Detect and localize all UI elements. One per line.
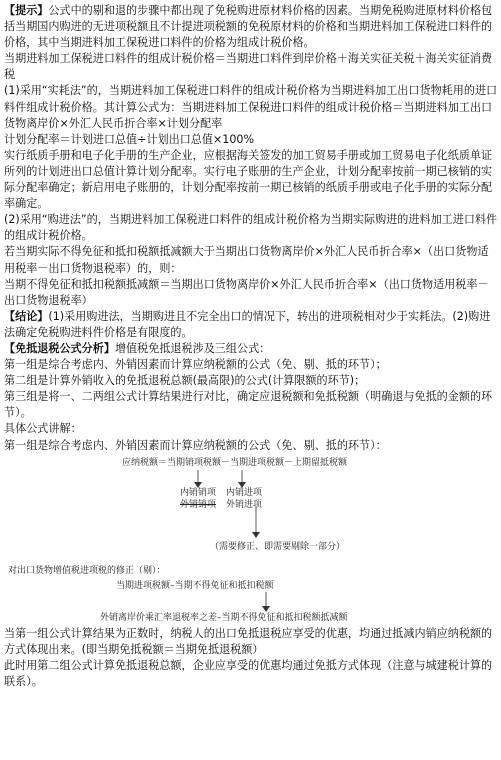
diagram1-export-output: 外销销项 <box>180 499 217 510</box>
detail-line: 具体公式讲解： <box>4 422 82 436</box>
analysis-paragraph <box>4 341 498 357</box>
conclusion-paragraph <box>4 309 498 341</box>
analysis-text: 增值税免抵退税涉及三组公式： <box>114 341 271 355</box>
main-formula: 当期进料加工保税进口料件的组成计税价格＝当期进口料件到岸价格＋海关实征关税＋海关实征消费税 <box>4 52 493 82</box>
tip-label: 【提示】 <box>4 4 49 17</box>
diagram2-top-formula: 当期进项税额–当期不得免征和抵扣税额 <box>116 580 274 591</box>
group1-again-line: 第一组是综合考虑内、外销因素而计算应纳税额的公式（免、剔、抵的环节）： <box>4 438 387 452</box>
diagram1-top-formula: 应纳税额＝当期销项税额－当期进项税额－上期留抵税额 <box>122 457 348 468</box>
group2-line: 第二组是计算外销收入的免抵退税总额(最高限)的公式(计算限额的环节)； <box>4 374 366 388</box>
method1-note: 实行纸质手册和电子化手册的生产企业，应根据海关签发的加工贸易手册或加工贸易电子化纸质单证所列的计划进出口总值计算计划分配率。实行电子账册的生产企业，计划分配率按前一期已核销的实际分配率确定；新启用电子账册的，计划分配率按前一期已核销的纸质手册或电子化手册的实际分配率确定。 <box>4 148 493 211</box>
input-tax-adjustment-diagram <box>4 564 498 626</box>
document <box>4 3 498 690</box>
method1-paragraph: (1)采用“实耗法”的，当期进料加工保税进口料件的组成计税价格为当期进料加工出口货物耗用的进口料件组成计税价格。其计算公式为：当期进料加工保税进口料件的组成计税价格＝当期进料加工出口货物离岸价×外汇人民币折合率×计划分配率 <box>4 84 498 130</box>
diagram1-export-input: 外销进项 <box>226 499 263 510</box>
diagram2-title: 对出口货物增值税进项税的修正（剔）： <box>8 565 166 576</box>
method1-rate-formula: 计划分配率＝计划进口总值÷计划出口总值×100% <box>4 132 254 146</box>
ending-paragraph-1: 当第一组公式计算结果为正数时，纳税人的出口免抵退税应享受的优惠，均通过抵减内销应纳税额的方式体现出来。(即当期免抵税额＝当期免抵退税额） <box>4 626 493 656</box>
method2-formula: 当期不得免征和抵扣税额抵减额＝当期出口货物离岸价×外汇人民币折合率×（出口货物适用税率－出口货物退税率） <box>4 277 489 307</box>
group3-line: 第三组是将一、二两组公式计算结果进行对比，确定应退税额和免抵税额（明确退与免抵的金额的环节）。 <box>4 390 493 420</box>
diagram1-domestic-input: 内销进项 <box>226 487 263 498</box>
ending-paragraph-2: 此时用第二组公式计算免抵退税总额，企业应享受的优惠均通过免抵方式体现（注意与城建税计算的联系）。 <box>4 658 493 688</box>
conclusion-label: 【结论】 <box>4 309 49 323</box>
analysis-label: 【免抵退税公式分析】 <box>4 341 115 355</box>
diagram1-note: （需要修正、即需要剔除一部分） <box>210 541 346 552</box>
conclusion-text: (1)采用购进法，当期购进且不完全出口的情况下，转出的进项税相对少于实耗法。(2)购进法确定免税购进料件价格是有限度的。 <box>4 309 491 339</box>
diagram1-domestic-output: 内销销项 <box>180 487 217 498</box>
method2-paragraph: (2)采用“购进法”的，当期进料加工保税进口料件的组成计税价格为当期实际购进的进料加工进口料件的组成计税价格。 <box>4 213 498 243</box>
tip-text: 公式中的剔和退的步骤中都出现了免税购进原材料价格的因素。当期免税购进原材料价格包括当期国内购进的无进项税额且不计提进项税额的免税原材料的价格和当期进料加工保税进口料件的价格，其中当期进料加工保税进口料件的价格为组成计税价格。 <box>4 4 493 50</box>
group1-line: 第一组是综合考虑内、外销因素而计算应纳税额的公式（免、剔、抵的环节）； <box>4 358 387 372</box>
diagram2-bottom-formula: 外销离岸价乘汇率退税率之差–当期不得免征和抵扣税额抵减额 <box>100 612 348 623</box>
tip-paragraph <box>4 3 498 51</box>
method2-condition: 若当期实际不得免征和抵扣税额抵减额大于当期出口货物离岸价×外汇人民币折合率×（出口货物适用税率－出口货物退税率）的，则： <box>4 245 489 275</box>
tax-payable-diagram <box>4 454 498 564</box>
